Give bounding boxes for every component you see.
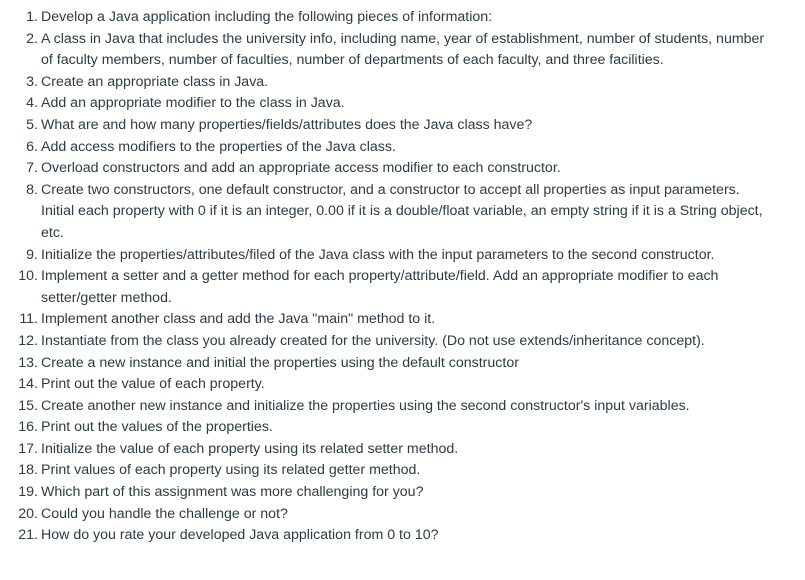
list-item: [0, 504, 765, 526]
list-item: [0, 331, 765, 353]
item-text: Add an appropriate modifier to the class in Java.: [41, 95, 345, 112]
list-item: [0, 29, 765, 72]
item-number: 12.: [18, 332, 38, 349]
item-text: Overload constructors and add an appropriate access modifier to each constructor.: [41, 160, 561, 177]
list-item: [0, 72, 765, 94]
list-item: [0, 245, 765, 267]
item-number: 8.: [26, 181, 38, 198]
item-text: A class in Java that includes the university info, including name, year of establishment, number of students, number of faculty members, number of faculties, number of departments of each faculty, and three facilities.: [41, 30, 765, 69]
item-text: Create another new instance and initialize the properties using the second constructor's input variables.: [41, 397, 690, 414]
list-item: [0, 309, 765, 331]
list-item: [0, 460, 765, 482]
list-item: [0, 374, 765, 396]
item-number: 6.: [26, 138, 38, 155]
list-item: [0, 525, 765, 547]
list-item: [0, 180, 765, 245]
item-text: What are and how many properties/fields/attributes does the Java class have?: [41, 116, 533, 133]
item-number: 16.: [18, 419, 38, 436]
list-item: [0, 7, 765, 29]
item-text: Which part of this assignment was more challenging for you?: [41, 484, 424, 501]
list-item: [0, 439, 765, 461]
item-text: Implement another class and add the Java "main" method to it.: [41, 311, 436, 328]
item-number: 20.: [18, 505, 38, 522]
item-text: Develop a Java application including the following pieces of information:: [41, 9, 493, 25]
item-text: Initialize the value of each property using its related setter method.: [41, 440, 459, 457]
item-number: 2.: [26, 30, 38, 47]
item-number: 15.: [18, 397, 38, 414]
item-number: 3.: [26, 73, 38, 90]
item-number: 4.: [26, 95, 38, 112]
item-number: 7.: [26, 160, 38, 177]
item-number: 18.: [18, 462, 38, 479]
list-item: [0, 93, 765, 115]
list-item: [0, 417, 765, 439]
item-number: 13.: [18, 354, 38, 371]
list-item: [0, 137, 765, 159]
item-text: How do you rate your developed Java application from 0 to 10?: [41, 527, 439, 544]
item-text: Print values of each property using its related getter method.: [41, 462, 421, 479]
list-item: [0, 353, 765, 375]
item-number: 21.: [18, 527, 38, 544]
item-text: Add access modifiers to the properties of the Java class.: [41, 138, 396, 155]
list-item: [0, 115, 765, 137]
item-text: Could you handle the challenge or not?: [41, 505, 288, 522]
list-item: [0, 396, 765, 418]
list-item: [0, 482, 765, 504]
item-text: Implement a setter and a getter method for each property/attribute/field. Add an appropriate modifier to each setter/getter method.: [41, 268, 719, 306]
item-number: 9.: [26, 246, 38, 263]
item-number: 1.: [26, 9, 38, 25]
item-number: 10.: [18, 268, 38, 285]
item-text: Create two constructors, one default constructor, and a constructor to accept all properties as input parameters. Initial each property with 0 if it is an integer, 0.00 if it is a double/float variable, an empty string if it is a String object, etc.: [41, 181, 763, 241]
list-item: [0, 266, 765, 309]
instruction-list: [0, 7, 765, 547]
list-item: [0, 158, 765, 180]
item-text: Initialize the properties/attributes/filed of the Java class with the input parameters to the second constructor.: [41, 246, 715, 263]
item-number: 11.: [19, 311, 38, 328]
item-text: Create a new instance and initial the properties using the default constructor: [41, 354, 519, 371]
item-number: 19.: [18, 484, 38, 501]
item-number: 14.: [18, 376, 38, 393]
item-number: 5.: [26, 116, 38, 133]
item-text: Print out the value of each property.: [41, 376, 265, 393]
item-text: Create an appropriate class in Java.: [41, 73, 269, 90]
item-text: Print out the values of the properties.: [41, 419, 273, 436]
item-text: Instantiate from the class you already created for the university. (Do not use extends/inheritance concept).: [41, 332, 705, 349]
item-number: 17.: [18, 440, 38, 457]
